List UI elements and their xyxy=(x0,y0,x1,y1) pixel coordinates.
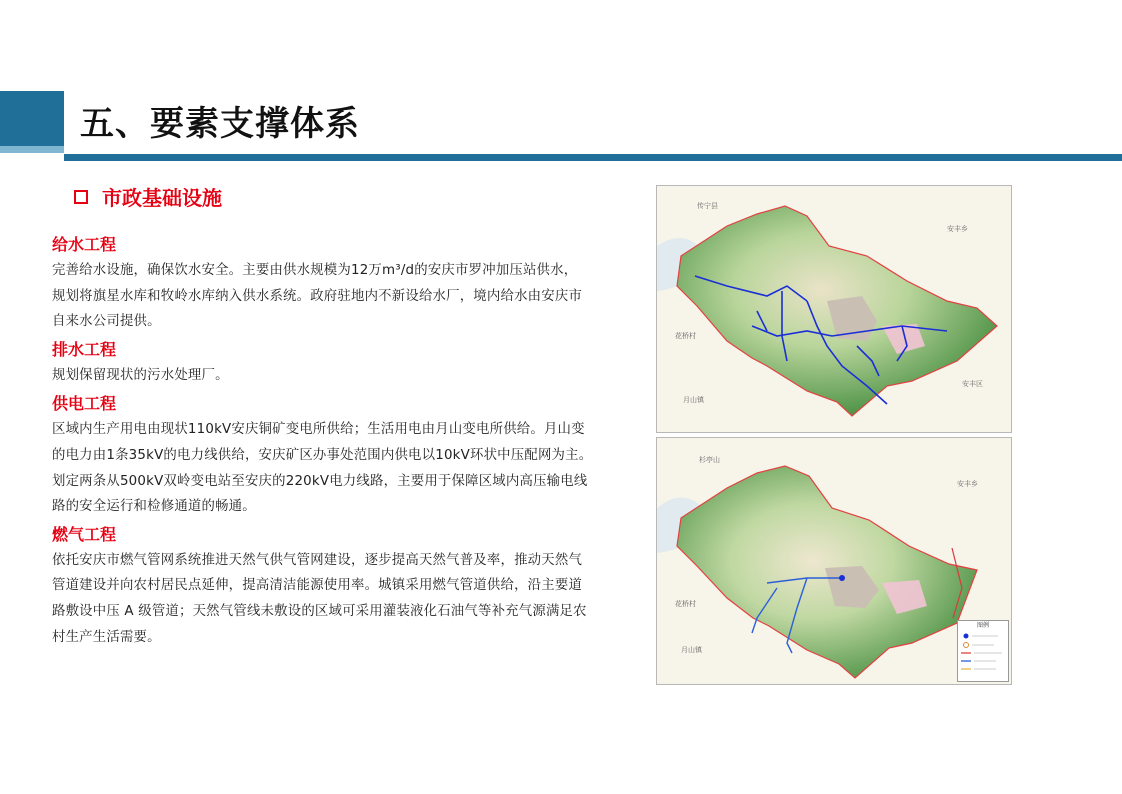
power-heading: 供电工程 xyxy=(52,394,117,414)
section-title: 市政基础设施 xyxy=(102,186,222,210)
header-accent-stripe xyxy=(0,146,64,153)
gas-map-label-huaqiao: 花桥村 xyxy=(675,600,696,608)
gas-map-label-east: 安丰乡 xyxy=(957,480,978,488)
map-label-district: 安丰区 xyxy=(962,380,983,388)
drainage-line-1: 规划保留现状的污水处理厂。 xyxy=(52,367,229,383)
gas-heading: 燃气工程 xyxy=(52,524,117,544)
gas-line-1: 依托安庆市燃气管网系统推进天然气供气管网建设，逐步提高天然气普及率，推动天然气 xyxy=(52,552,583,568)
water-supply-map xyxy=(656,185,1012,433)
gas-line-4: 村生产生活需要。 xyxy=(52,629,161,645)
gas-map xyxy=(656,437,1012,685)
power-line-3: 划定两条从500kV双岭变电站至安庆的220kV电力线路，主要用于保障区域内高压输电线 xyxy=(52,473,588,489)
page-title: 五、要素支撑体系 xyxy=(80,104,360,144)
map-label-yueshan: 月山镇 xyxy=(683,396,704,404)
water-line-1: 完善给水设施，确保饮水安全。主要由供水规模为12万m³/d的安庆市罗冲加压站供水， xyxy=(52,263,578,278)
gas-station-icon xyxy=(839,575,845,581)
power-line-4: 路的安全运行和检修通道的畅通。 xyxy=(52,499,256,515)
map-label-north: 传宁县 xyxy=(697,202,718,210)
square-bullet-icon xyxy=(74,190,88,204)
header-accent-block xyxy=(0,91,64,153)
map-label-east: 安丰乡 xyxy=(947,225,968,233)
water-line-2: 规划将旗星水库和牧岭水库纳入供水系统。政府驻地内不新设给水厂，境内给水由安庆市 xyxy=(52,288,583,304)
water-map-svg xyxy=(657,186,1012,433)
legend-symbols xyxy=(958,631,1008,679)
water-heading: 给水工程 xyxy=(52,235,117,254)
legend-title: 图例 xyxy=(976,622,989,629)
drainage-heading: 排水工程 xyxy=(52,339,117,359)
map-legend xyxy=(957,620,1009,682)
power-line-2: 的电力由1条35kV的电力线供给，安庆矿区办事处范围内供电以10kV环状中压配网为主。 xyxy=(52,447,593,463)
gas-line-2: 管道建设并向农村居民点延伸，提高清洁能源使用率。城镇采用燃气管道供给，沿主要道 xyxy=(52,578,583,594)
gas-line-3: 路敷设中压 A 级管道；天然气管线未敷设的区域可采用灌装液化石油气等补充气源满足农 xyxy=(52,603,587,619)
power-line-1: 区域内生产用电由现状110kV安庆铜矿变电所供给；生活用电由月山变电所供给。月山变 xyxy=(52,422,585,438)
header-rule xyxy=(64,154,1122,161)
gas-map-label-north: 杉亭山 xyxy=(699,456,720,464)
water-line-3: 自来水公司提供。 xyxy=(52,314,161,330)
map-label-huaqiao: 花桥村 xyxy=(675,332,696,340)
section-heading xyxy=(74,182,222,211)
gas-map-label-yueshan: 月山镇 xyxy=(681,646,702,654)
text-content xyxy=(52,232,617,650)
